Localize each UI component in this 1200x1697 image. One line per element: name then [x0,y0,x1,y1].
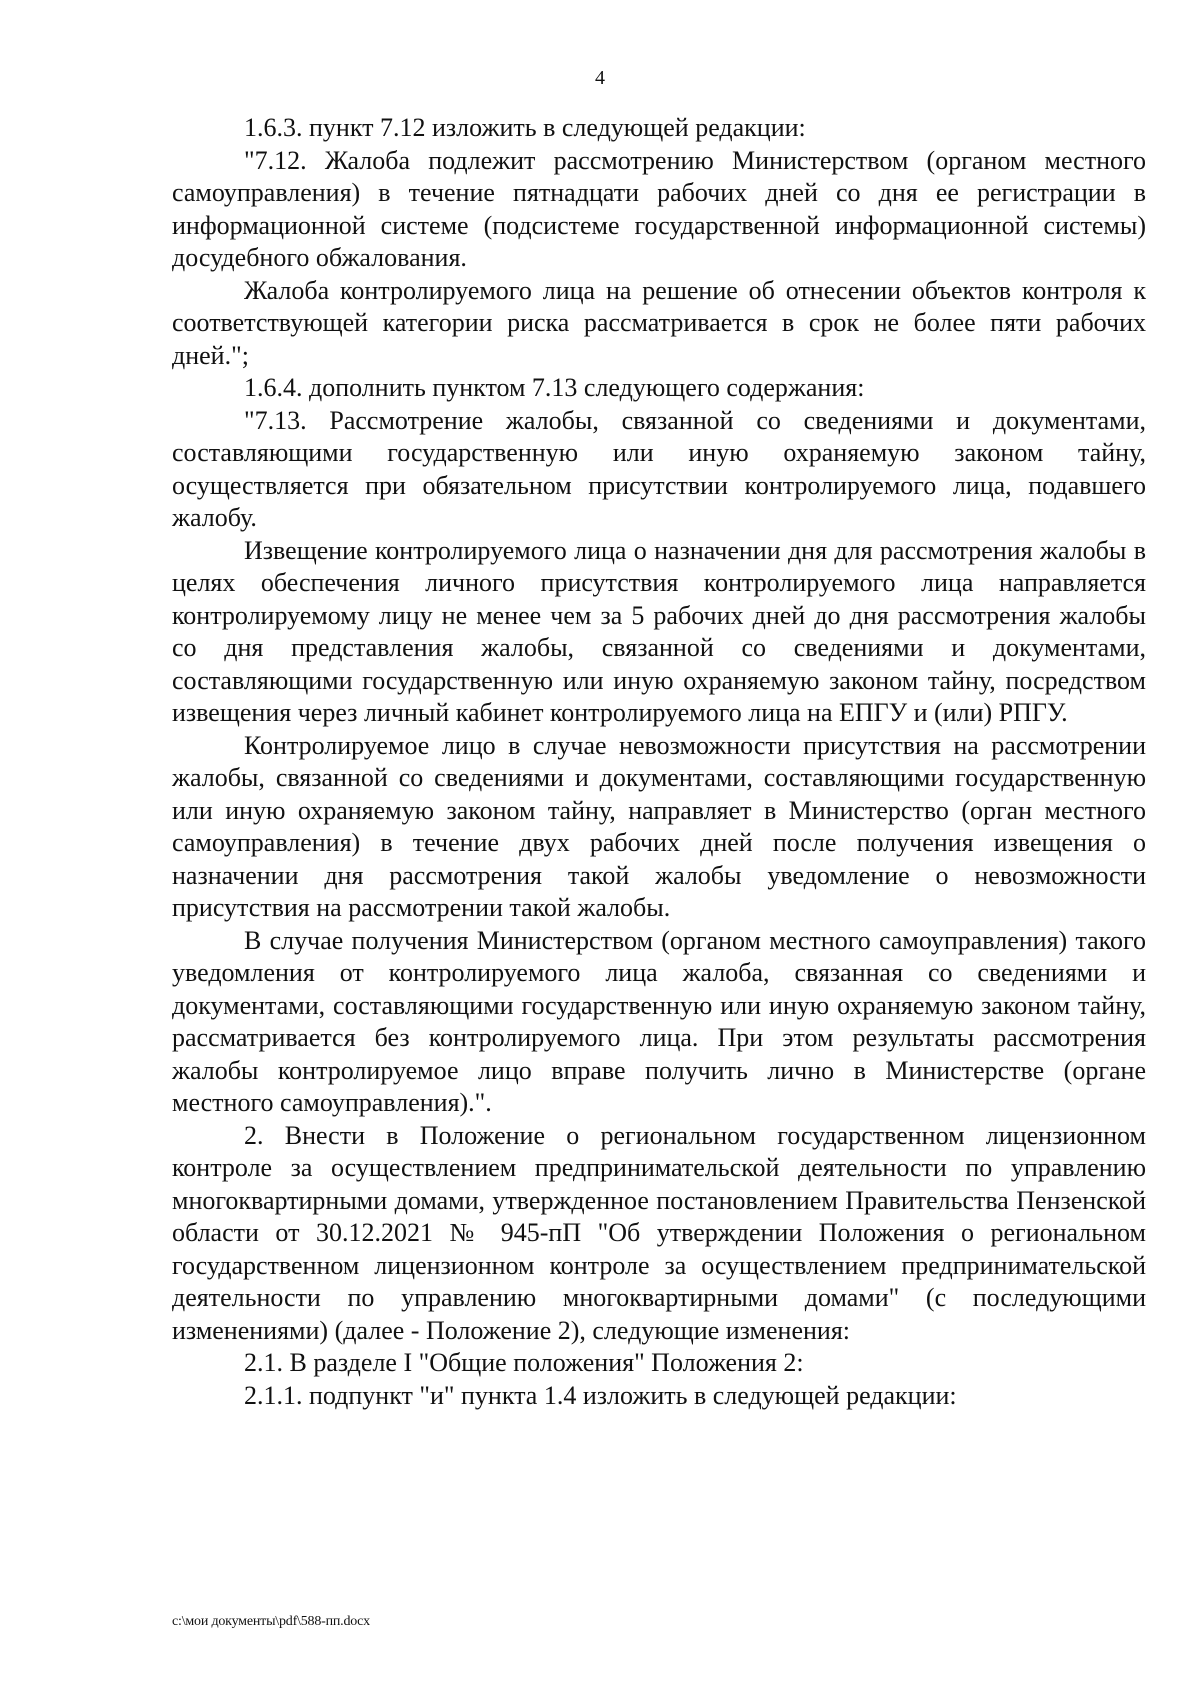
paragraph-impossibility: Контролируемое лицо в случае невозможности присутствия на рассмотрении жалобы, связанной со сведениями и документами, составляющими государственную или иную охраняемую законом тайну, направляет в Министерство (орган местного самоуправления) в течение двух рабочих дней после получения извещения о назначении дня рассмотрения такой жалобы уведомление о невозможности присутствия на рассмотрении такой жалобы. [172,730,1146,922]
paragraph-1-6-4: 1.6.4. дополнить пунктом 7.13 следующего содержания: [244,373,865,402]
paragraph-7-12: "7.12. Жалоба подлежит рассмотрению Министерством (органом местного самоуправления) в течение пятнадцати рабочих дней со дня ее регистрации в информационной системе (подсистеме государственной информационной системы) досудебного обжалования. [172,145,1146,272]
paragraph-without-person: В случае получения Министерством (органом местного самоуправления) такого уведомления от контролируемого лица жалоба, связанная со сведениями и документами, составляющими государственную или иную охраняемую законом тайну, рассматривается без контролируемого лица. При этом результаты рассмотрения жалобы контролируемое лицо вправе получить лично в Министерстве (органе местного самоуправления).". [172,925,1146,1117]
document-body [172,112,1146,1412]
paragraph-7-12-risk: Жалоба контролируемого лица на решение об отнесении объектов контроля к соответствующей категории риска рассматривается в срок не более пяти рабочих дней."; [172,275,1146,370]
paragraph-2: 2. Внести в Положение о региональном государственном лицензионном контроле за осуществлением предпринимательской деятельности по управлению многоквартирными домами, утвержденное постановлением Правительства Пензенской области от 30.12.2021 № 945-пП "Об утверждении Положения о региональном государственном лицензионном контроле за осуществлением предпринимательской деятельности по управлению многоквартирными домами" (с последующими изменениями) (далее - Положение 2), следующие изменения: [172,1120,1146,1345]
page-number: 4 [595,67,605,89]
footer-file-path: c:\мои документы\pdf\588-пп.docx [172,1614,370,1629]
paragraph-notice: Извещение контролируемого лица о назначении дня для рассмотрения жалобы в целях обеспечения личного присутствия контролируемого лица направляется контролируемому лицу не менее чем за 5 рабочих дней до дня рассмотрения жалобы со дня представления жалобы, связанной со сведениями и документами, составляющими государственную или иную охраняемую законом тайну, посредством извещения через личный кабинет контролируемого лица на ЕПГУ и (или) РПГУ. [172,535,1146,727]
paragraph-7-13: "7.13. Рассмотрение жалобы, связанной со сведениями и документами, составляющими государственную или иную охраняемую законом тайну, осуществляется при обязательном присутствии контролируемого лица, подавшего жалобу. [172,405,1146,532]
paragraph-2-1: 2.1. В разделе I "Общие положения" Положения 2: [244,1348,804,1377]
paragraph-2-1-1: 2.1.1. подпункт "и" пункта 1.4 изложить в следующей редакции: [244,1380,957,1410]
paragraph-1-6-3: 1.6.3. пункт 7.12 изложить в следующей редакции: [244,113,806,142]
